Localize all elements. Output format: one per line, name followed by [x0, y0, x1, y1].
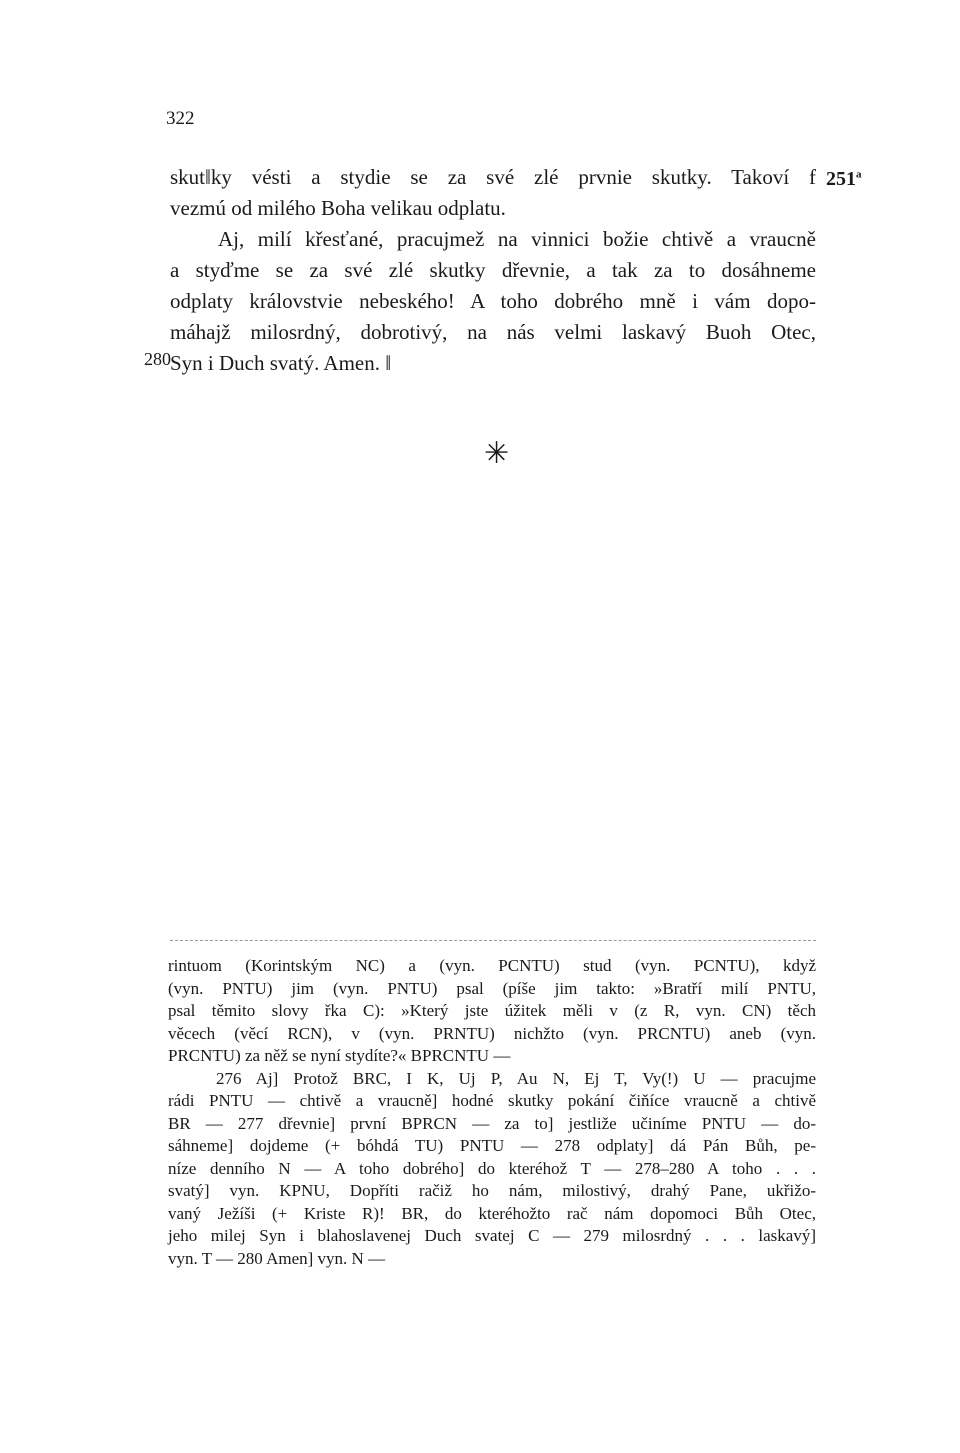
note-line: věcech (věcí RCN), v (vyn. PRNTU) nichžto (vyn. PRCNTU) aneb (vyn.: [168, 1023, 816, 1043]
text-line: Syn i Duch svatý. Amen. ‖: [170, 351, 392, 375]
text-line: Aj, milí křesťané, pracujmež na vinnici božie chtivě a vraucně: [218, 227, 816, 251]
note-line: BR — 277 dřevnie] první BPRCN — za to] jestliže učiníme PNTU — do-: [168, 1113, 816, 1133]
page-number: 322: [166, 108, 195, 129]
note-line: svatý] vyn. KPNU, Dopříti račiž ho nám, milostivý, drahý Pane, ukřižo-: [168, 1181, 816, 1200]
margin-reference-suffix: a: [856, 168, 862, 181]
note-line: vyn. T — 280 Amen] vyn. N —: [168, 1248, 386, 1268]
note-line: PRCNTU) za něž se nyní stydíte?« BPRCNTU —: [168, 1046, 511, 1065]
note-line: 276 Aj] Protož BRC, I K, Uj P, Au N, Ej T, Vy(!) U — pracujme: [216, 1068, 816, 1088]
main-text: [170, 162, 816, 379]
section-ornament: ✳: [484, 437, 510, 470]
text-line: vezmú od milého Boha velikau odplatu.: [170, 196, 506, 220]
note-line: níze denního N — A toho dobrého] do kteréhož T — 278–280 A toho . . .: [168, 1158, 816, 1178]
note-line: vaný Ježíši (+ Kriste R)! BR, do kteréhožto rač nám dopomoci Bůh Otec,: [168, 1203, 816, 1223]
note-line: jeho milej Syn i blahoslavenej Duch svatej C — 279 milosrdný . . . laskavý]: [168, 1226, 816, 1245]
note-line: rádi PNTU — chtivě a vraucně] hodné skutky pokání čiňíce vraucně a chtivě: [168, 1091, 816, 1110]
notes-separator: [170, 940, 816, 941]
margin-reference-right: [826, 168, 862, 191]
note-line: (vyn. PNTU) jim (vyn. PNTU) psal (píše jim takto: »Bratří milí PNTU,: [168, 978, 816, 998]
critical-apparatus: [168, 955, 816, 1270]
note-line: rintuom (Korintským NC) a (vyn. PCNTU) stud (vyn. PCNTU), když: [168, 956, 816, 975]
text-line: skut‖ky vésti a stydie se za své zlé prvnie skutky. Takoví f: [170, 165, 816, 189]
text-line: a styďme se za své zlé skutky dřevnie, a tak za to dosáhneme: [170, 258, 816, 282]
margin-reference-number: 251: [826, 168, 856, 190]
text-line: máhajž milosrdný, dobrotivý, na nás velmi laskavý Buoh Otec,: [170, 320, 816, 344]
note-line: sáhneme] dojdeme (+ bóhdá TU) PNTU — 278 odplaty] dá Pán Bůh, pe-: [168, 1136, 816, 1155]
text-line: odplaty královstvie nebeského! A toho dobrého mně i vám dopo-: [170, 289, 816, 313]
margin-line-number: 280: [144, 349, 171, 369]
note-line: psal těmito slovy řka C): »Který jste úžitek měli v (z R, vyn. CN) těch: [168, 1001, 816, 1020]
